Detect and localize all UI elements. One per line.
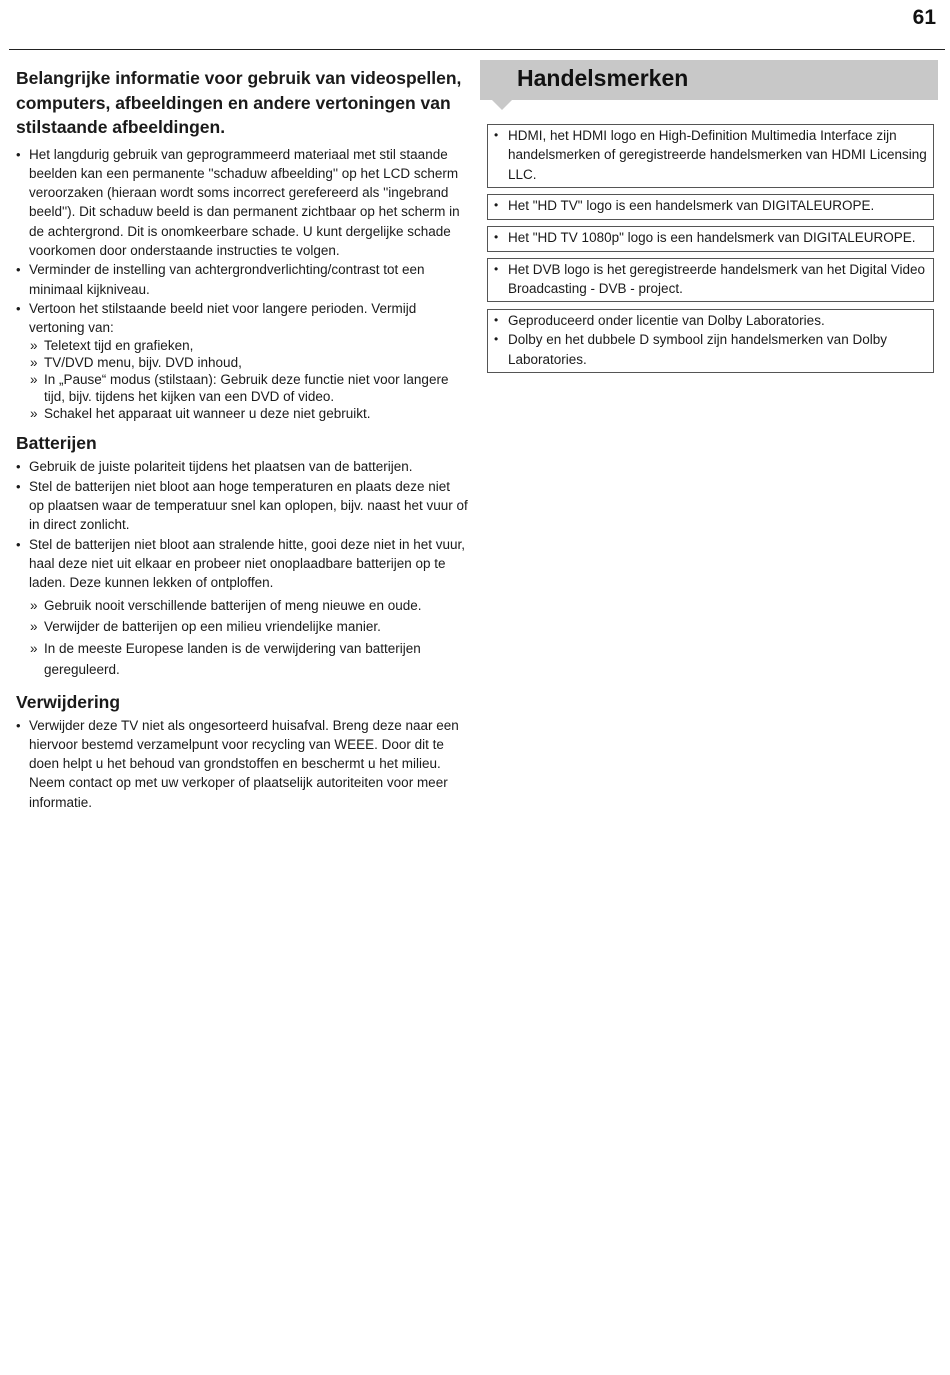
page-number: 61 — [912, 6, 936, 29]
sub-list-item: » Teletext tijd en grafieken, — [30, 337, 468, 354]
sub-list-item: » Gebruik nooit verschillende batterijen of meng nieuwe en oude. — [30, 595, 468, 617]
batteries-list — [16, 457, 468, 592]
trademark-item: • Het DVB logo is het geregistreerde handelsmerk van het Digital Video Broadcasting - DVB - project. — [494, 260, 929, 299]
sub-list-item: » In „Pause“ modus (stilstaan): Gebruik deze functie niet voor langere tijd, bijv. tijdens het kijken van een DVD of video. — [30, 371, 468, 405]
trademarks-section — [480, 60, 938, 367]
trademarks-header — [480, 60, 938, 100]
sub-list-item: » TV/DVD menu, bijv. DVD inhoud, — [30, 354, 468, 371]
list-item-text: Vertoon het stilstaande beeld niet voor langere perioden. Vermijd vertoning van: — [29, 300, 417, 336]
disposal-heading: Verwijdering — [16, 691, 121, 712]
trademarks-title: Handelsmerken — [517, 65, 689, 91]
batteries-sublist — [16, 595, 468, 681]
trademark-item: • Het "HD TV" logo is een handelsmerk van DIGITALEUROPE. — [494, 196, 929, 215]
trademark-box-hdtv-1080p — [487, 226, 934, 252]
trademark-item: • HDMI, het HDMI logo en High-Definition Multimedia Interface zijn handelsmerken of geregistreerde handelsmerken van HDMI Licensing LLC. — [494, 126, 929, 184]
still-image-heading: Belangrijke informatie voor gebruik van videospellen, computers, afbeeldingen en andere vertoningen van stilstaande afbeeldingen. — [16, 68, 462, 137]
list-item: • Het langdurig gebruik van geprogrammeerd materiaal met stil staande beelden kan een permanente ''schaduw afbeelding'' op het LCD scherm veroorzaken (hieraan wordt soms incorrect gerefereerd als ''ingebrand beeld''). Dit schaduw beeld is dan permanent zichtbaar op het scherm in de achtergrond. Dit is onomkeerbare schade. U kunt dergelijke schade voorkomen door onderstaande instructies te volgen. — [16, 145, 468, 261]
list-item — [16, 299, 468, 338]
header-notch — [492, 100, 512, 110]
trademark-box-dvb — [487, 258, 934, 302]
batteries-heading: Batterijen — [16, 433, 97, 454]
avoid-display-sublist — [16, 337, 468, 422]
list-item: • Gebruik de juiste polariteit tijdens het plaatsen van de batterijen. — [16, 457, 468, 476]
trademark-item: • Dolby en het dubbele D symbool zijn handelsmerken van Dolby Laboratories. — [494, 330, 929, 369]
list-item: • Verminder de instelling van achtergrondverlichting/contrast tot een minimaal kijkniveau. — [16, 260, 468, 299]
disposal-list — [16, 716, 468, 812]
sub-list-item: » In de meeste Europese landen is de verwijdering van batterijen gereguleerd. — [30, 638, 468, 681]
header-divider — [9, 49, 945, 50]
list-item: • Stel de batterijen niet bloot aan stralende hitte, gooi deze niet in het vuur, haal deze niet uit elkaar en probeer niet onoplaadbare batterijen op te laden. Deze kunnen lekken of ontploffen. — [16, 535, 468, 593]
sub-list-item: » Schakel het apparaat uit wanneer u deze niet gebruikt. — [30, 405, 468, 422]
left-column — [16, 66, 468, 812]
list-item: • Stel de batterijen niet bloot aan hoge temperaturen en plaats deze niet op plaatsen waar de temperatuur snel kan oplopen, bijv. naast het vuur of in direct zonlicht. — [16, 477, 468, 535]
sub-list-item: » Verwijder de batterijen op een milieu vriendelijke manier. — [30, 616, 468, 638]
still-image-list — [16, 145, 468, 338]
trademark-box-hdtv — [487, 194, 934, 220]
trademark-item: • Het "HD TV 1080p" logo is een handelsmerk van DIGITALEUROPE. — [494, 228, 929, 247]
trademark-item: • Geproduceerd onder licentie van Dolby Laboratories. — [494, 311, 929, 330]
list-item: • Verwijder deze TV niet als ongesorteerd huisafval. Breng deze naar een hiervoor bestemd verzamelpunt voor recycling van WEEE. Door dit te doen helpt u het behoud van grondstoffen en beschermt u het milieu. Neem contact op met uw verkoper of plaatselijk autoriteiten voor meer informatie. — [16, 716, 468, 812]
trademark-box-hdmi — [487, 124, 934, 188]
trademark-box-dolby — [487, 309, 934, 373]
